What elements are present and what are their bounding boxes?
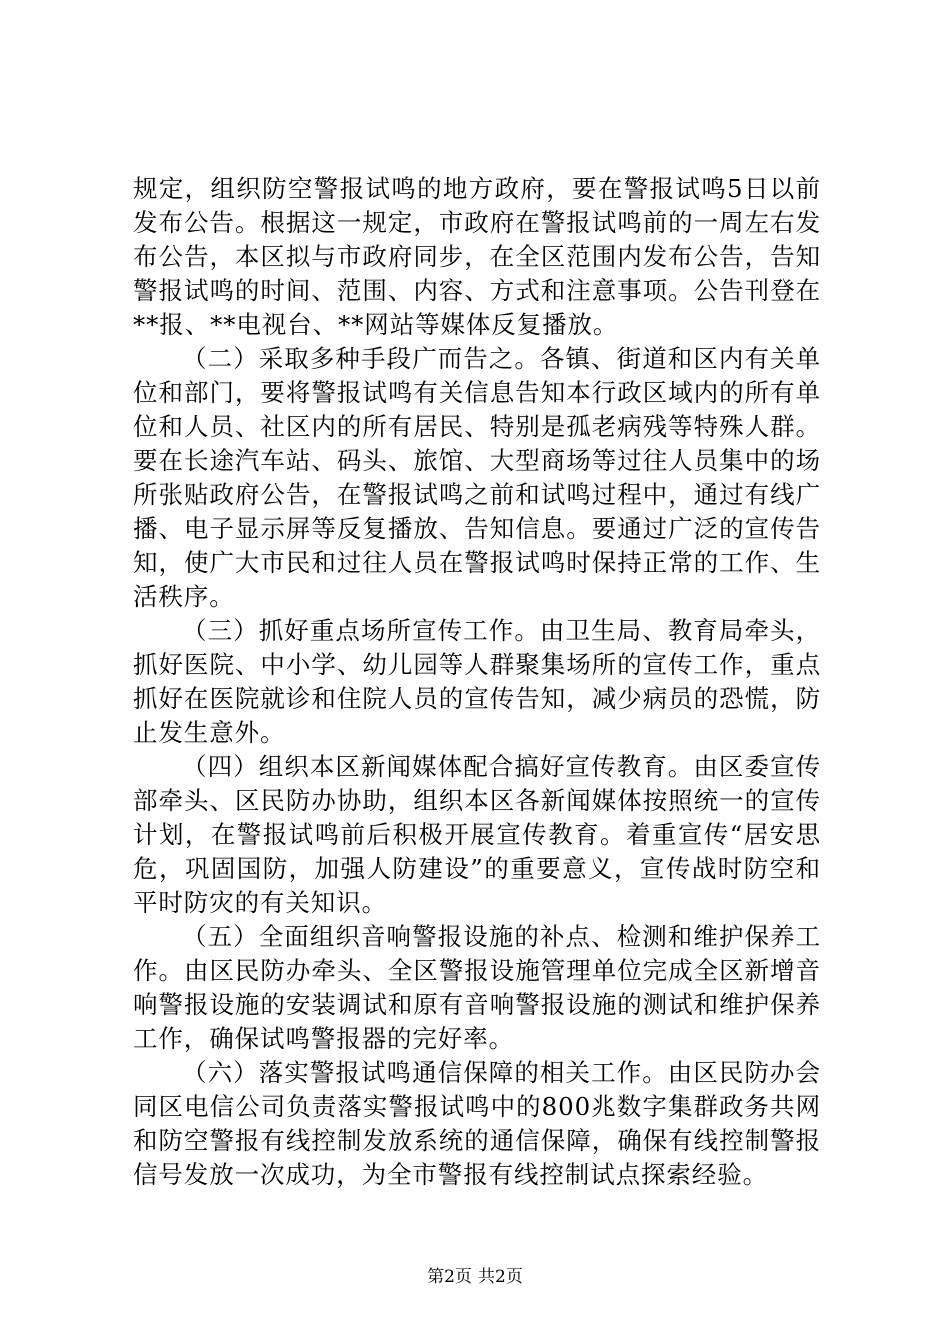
paragraph-section-5: （五）全面组织音响警报设施的补点、检测和维护保养工作。由区民防办牵头、全区警报设施管理单位完成全区新增音响警报设施的安装调试和原有音响警报设施的测试和维护保养工作，确保试鸣警报器的完好率。 — [133, 922, 821, 1053]
page-footer — [0, 1267, 950, 1287]
paragraph-section-3: （三）抓好重点场所宣传工作。由卫生局、教育局牵头，抓好医院、中小学、幼儿园等人群聚集场所的宣传工作，重点抓好在医院就诊和住院人员的宣传告知，减少病员的恐慌，防止发生意外。 — [133, 616, 821, 747]
page-number: 第2页 — [427, 1267, 472, 1287]
paragraph-continuation: 规定，组织防空警报试鸣的地方政府，要在警报试鸣5日以前发布公告。根据这一规定，市政府在警报试鸣前的一周左右发布公告，本区拟与市政府同步，在全区范围内发布公告，告知警报试鸣的时间、范围、内容、方式和注意事项。公告刊登在**报、**电视台、**网站等媒体反复播放。 — [133, 174, 821, 339]
paragraph-section-4: （四）组织本区新闻媒体配合搞好宣传教育。由区委宣传部牵头、区民防办协助，组织本区各新闻媒体按照统一的宣传计划，在警报试鸣前后积极开展宣传教育。着重宣传“居安思危，巩固国防，加强人防建设”的重要意义，宣传战时防空和平时防灾的有关知识。 — [133, 752, 821, 917]
document-body — [133, 172, 821, 1192]
page-total: 共2页 — [478, 1267, 523, 1287]
paragraph-section-6: （六）落实警报试鸣通信保障的相关工作。由区民防办会同区电信公司负责落实警报试鸣中的800兆数字集群政务共网和防空警报有线控制发放系统的通信保障，确保有线控制警报信号发放一次成功，为全市警报有线控制试点探索经验。 — [133, 1058, 821, 1189]
paragraph-section-2: （二）采取多种手段广而告之。各镇、街道和区内有关单位和部门，要将警报试鸣有关信息告知本行政区域内的所有单位和人员、社区内的所有居民、特别是孤老病残等特殊人群。要在长途汽车站、码头、旅馆、大型商场等过往人员集中的场所张贴政府公告，在警报试鸣之前和试鸣过程中，通过有线广播、电子显示屏等反复播放、告知信息。要通过广泛的宣传告知，使广大市民和过往人员在警报试鸣时保持正常的工作、生活秩序。 — [133, 344, 821, 611]
